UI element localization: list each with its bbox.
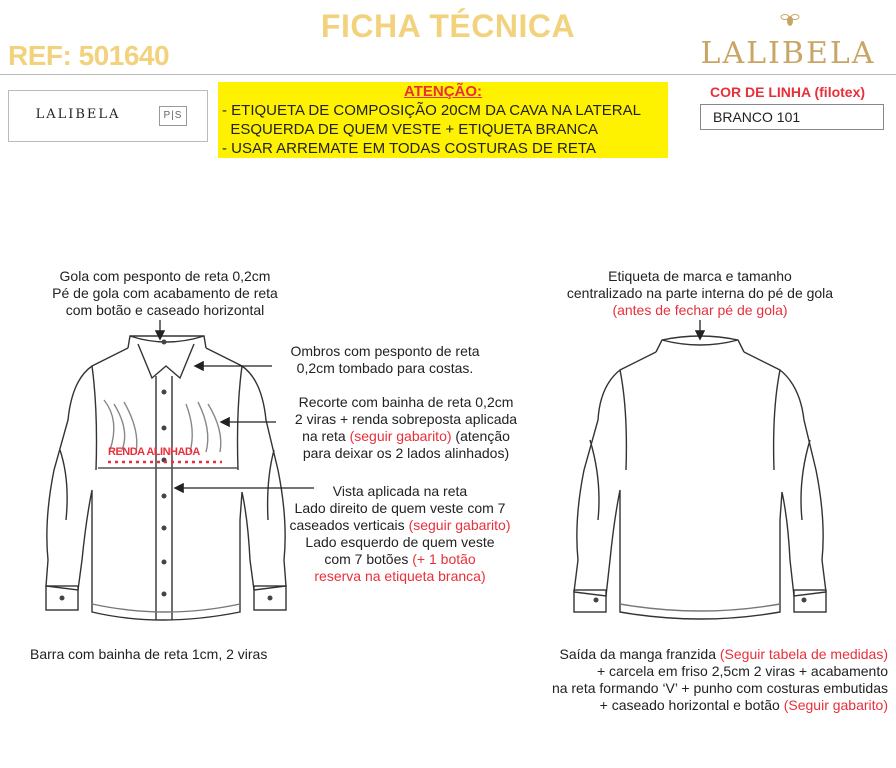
label-note-line-3: (antes de fechar pé de gola) — [612, 302, 788, 318]
brand-label-tag: P|S — [159, 106, 187, 126]
brand-label-name: LALIBELA — [35, 107, 121, 122]
shoulder-note-line-2: 0,2cm tombado para costas. — [296, 360, 474, 376]
sleeve-note-line-2: + carcela em friso 2,5cm 2 viras + acabamento — [596, 663, 888, 679]
placket-note-text: caseados verticais — [289, 517, 409, 533]
sleeve-note-red-end: (Seguir gabarito) — [783, 697, 888, 713]
sleeve-note-red: (Seguir tabela de medidas) — [719, 646, 888, 662]
sleeve-note-line-4 — [552, 697, 888, 714]
page-title: FICHA TÉCNICA — [320, 8, 576, 44]
brand-logo: LALIBELA — [700, 36, 876, 71]
shoulder-note — [270, 343, 500, 377]
placket-note-spare: (+ 1 botão — [412, 551, 476, 567]
placket-note-line-6: reserva na etiqueta branca) — [314, 568, 486, 584]
yoke-note-line-4: para deixar os 2 lados alinhados) — [302, 445, 510, 461]
yoke-note-red: (seguir gabarito) — [349, 428, 452, 444]
label-note-line-1: Etiqueta de marca e tamanho — [608, 268, 792, 284]
reference-code: REF: 501640 — [8, 40, 170, 71]
collar-note-line-2: Pé de gola com acabamento de reta — [52, 285, 278, 301]
thread-color-title: COR DE LINHA (filotex) — [710, 84, 866, 100]
sleeve-note-text: Saída da manga franzida — [559, 646, 720, 662]
yoke-note-text-end: (atenção — [451, 428, 510, 444]
yoke-note — [276, 394, 536, 462]
sleeve-note-line-3: na reta formando ‘V’ + punho com costuras embutidas — [551, 680, 888, 696]
sleeve-note-line-1 — [552, 646, 888, 663]
collar-note-line-3: com botão e caseado horizontal — [65, 302, 265, 318]
back-shirt-sketch — [574, 336, 826, 619]
collar-note-line-1: Gola com pesponto de reta 0,2cm — [59, 268, 271, 284]
yoke-note-line-1: Recorte com bainha de reta 0,2cm — [298, 394, 514, 410]
hem-note: Barra com bainha de reta 1cm, 2 viras — [30, 646, 268, 662]
yoke-note-line-3 — [276, 428, 536, 445]
sleeve-note-buttonhole: + caseado horizontal e botão — [599, 697, 784, 713]
yoke-note-line-2: 2 viras + renda sobreposta aplicada — [294, 411, 518, 427]
lace-aligned-label: RENDA ALINHADA — [108, 446, 200, 458]
placket-note-line-5 — [270, 551, 530, 568]
placket-note — [270, 483, 530, 585]
placket-note-line-3 — [270, 517, 530, 534]
back-cuff-buttons — [594, 598, 807, 603]
placket-note-buttons: com 7 botões — [324, 551, 413, 567]
attention-line-1: - ETIQUETA DE COMPOSIÇÃO 20CM DA CAVA NA LATERAL — [222, 102, 641, 119]
placket-note-line-2: Lado direito de quem veste com 7 — [294, 500, 506, 516]
attention-line-3: - USAR ARREMATE EM TODAS COSTURAS DE RETA — [222, 140, 596, 157]
sleeve-note — [552, 646, 888, 714]
yoke-note-text: na reta — [302, 428, 350, 444]
thread-color-value: BRANCO 101 — [700, 104, 884, 130]
front-shirt-sketch — [46, 336, 286, 620]
shoulder-note-line-1: Ombros com pesponto de reta — [290, 343, 480, 359]
attention-line-2: ESQUERDA DE QUEM VESTE + ETIQUETA BRANCA — [222, 121, 599, 138]
placket-note-line-4: Lado esquerdo de quem veste — [305, 534, 495, 550]
label-note — [540, 268, 860, 319]
placket-note-red: (seguir gabarito) — [408, 517, 511, 533]
collar-note — [20, 268, 310, 319]
attention-title: ATENÇÃO: — [403, 83, 483, 100]
placket-note-line-1: Vista aplicada na reta — [332, 483, 468, 499]
label-note-line-2: centralizado na parte interna do pé de gola — [566, 285, 834, 301]
